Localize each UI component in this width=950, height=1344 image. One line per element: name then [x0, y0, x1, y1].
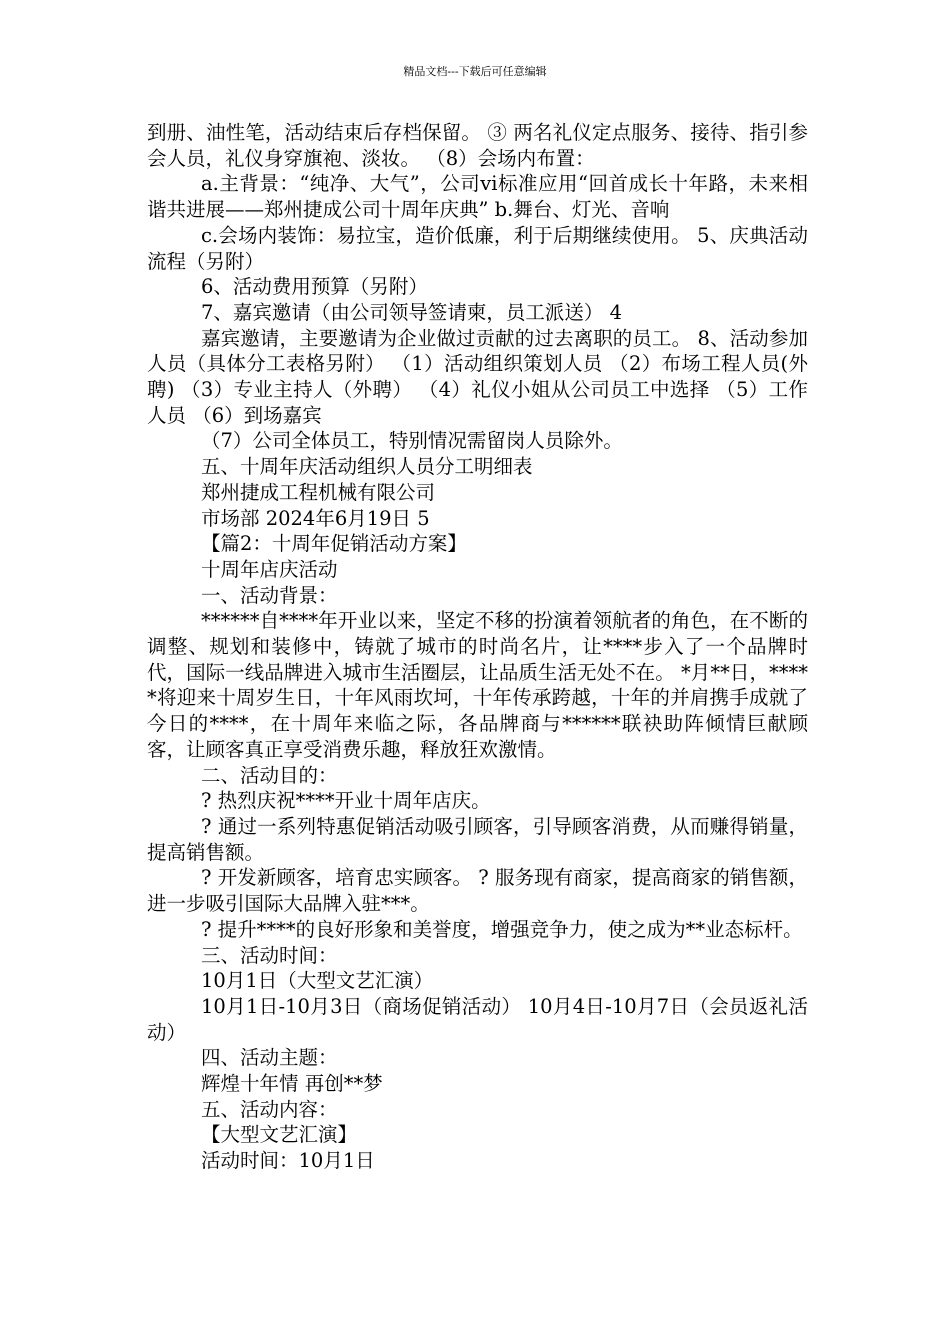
document-title: 十周年店庆活动	[201, 557, 338, 581]
section-heading: 三、活动时间：	[201, 943, 338, 967]
paragraph: 嘉宾邀请，主要邀请为企业做过贡献的过去离职的员工。 8、活动参加人员（具体分工表格另附） （1）活动组织策划人员 （2）布场工程人员(外聘) （3）专业主持人（外聘） （4）礼仪小姐从公司员工中选择 （5）工作人员 （6）到场嘉宾	[147, 326, 808, 427]
subsection-title: 【大型文艺汇演】	[201, 1123, 358, 1147]
chapter-title: 【篇2：十周年促销活动方案】	[201, 532, 467, 556]
paragraph: 10月1日（大型文艺汇演）	[201, 969, 434, 993]
document-body	[147, 120, 808, 1174]
paragraph: c.会场内装饰：易拉宝，造价低廉，利于后期继续使用。 5、庆典活动流程（另附）	[147, 223, 808, 273]
paragraph: 6、活动费用预算（另附）	[201, 275, 428, 299]
paragraph: a.主背景：“纯净、大气”，公司vi标准应用“回首成长十年路，未来相谐共进展——郑州捷成公司十周年庆典” b.舞台、灯光、音响	[147, 172, 808, 222]
company-name: 郑州捷成工程机械有限公司	[201, 480, 436, 504]
page-header: 精品文档---下载后可任意编辑	[403, 65, 547, 78]
section-heading: 二、活动目的：	[201, 763, 338, 787]
paragraph: ******自****年开业以来，坚定不移的扮演着领航者的角色，在不断的调整、规划和装修中，铸就了城市的时尚名片，让****步入了一个品牌时代，国际一线品牌进入城市生活圈层，让品质生活无处不在。 *月**日，*****将迎来十周岁生日，十年风雨坎坷，十年传承跨越，十年的并肩携手成就了今日的****，在十周年来临之际，各品牌商与******联袂助阵倾情巨献顾客，让顾客真正享受消费乐趣，释放狂欢激情。	[147, 609, 808, 761]
list-item: ? 开发新顾客，培育忠实顾客。 ? 服务现有商家，提高商家的销售额，进一步吸引国际大品牌入驻***。	[147, 866, 808, 916]
paragraph: （7）公司全体员工，特别情况需留岗人员除外。	[201, 429, 623, 453]
department-date: 市场部 2024年6月19日 5	[201, 506, 430, 530]
paragraph: 到册、油性笔，活动结束后存档保留。 ③ 两名礼仪定点服务、接待、指引参会人员，礼仪身穿旗袍、淡妆。 （8）会场内布置：	[147, 121, 808, 170]
list-item: ? 通过一系列特惠促销活动吸引顾客，引导顾客消费，从而赚得销量，提高销售额。	[147, 814, 808, 864]
paragraph: 活动时间：10月1日	[201, 1149, 375, 1173]
paragraph: 辉煌十年情 再创**梦	[201, 1072, 383, 1096]
paragraph: 10月1日-10月3日（商场促销活动） 10月4日-10月7日（会员返礼活动）	[147, 994, 808, 1044]
list-item: ? 提升****的良好形象和美誉度，增强竞争力，使之成为**业态标杆。	[201, 917, 803, 941]
list-item: ? 热烈庆祝****开业十周年店庆。	[201, 789, 491, 813]
section-heading: 四、活动主题：	[201, 1046, 338, 1070]
paragraph: 7、嘉宾邀请（由公司领导签请柬，员工派送） 4	[201, 300, 623, 324]
section-heading: 五、十周年庆活动组织人员分工明细表	[201, 455, 533, 479]
section-heading: 一、活动背景：	[201, 583, 338, 607]
section-heading: 五、活动内容：	[201, 1097, 338, 1121]
